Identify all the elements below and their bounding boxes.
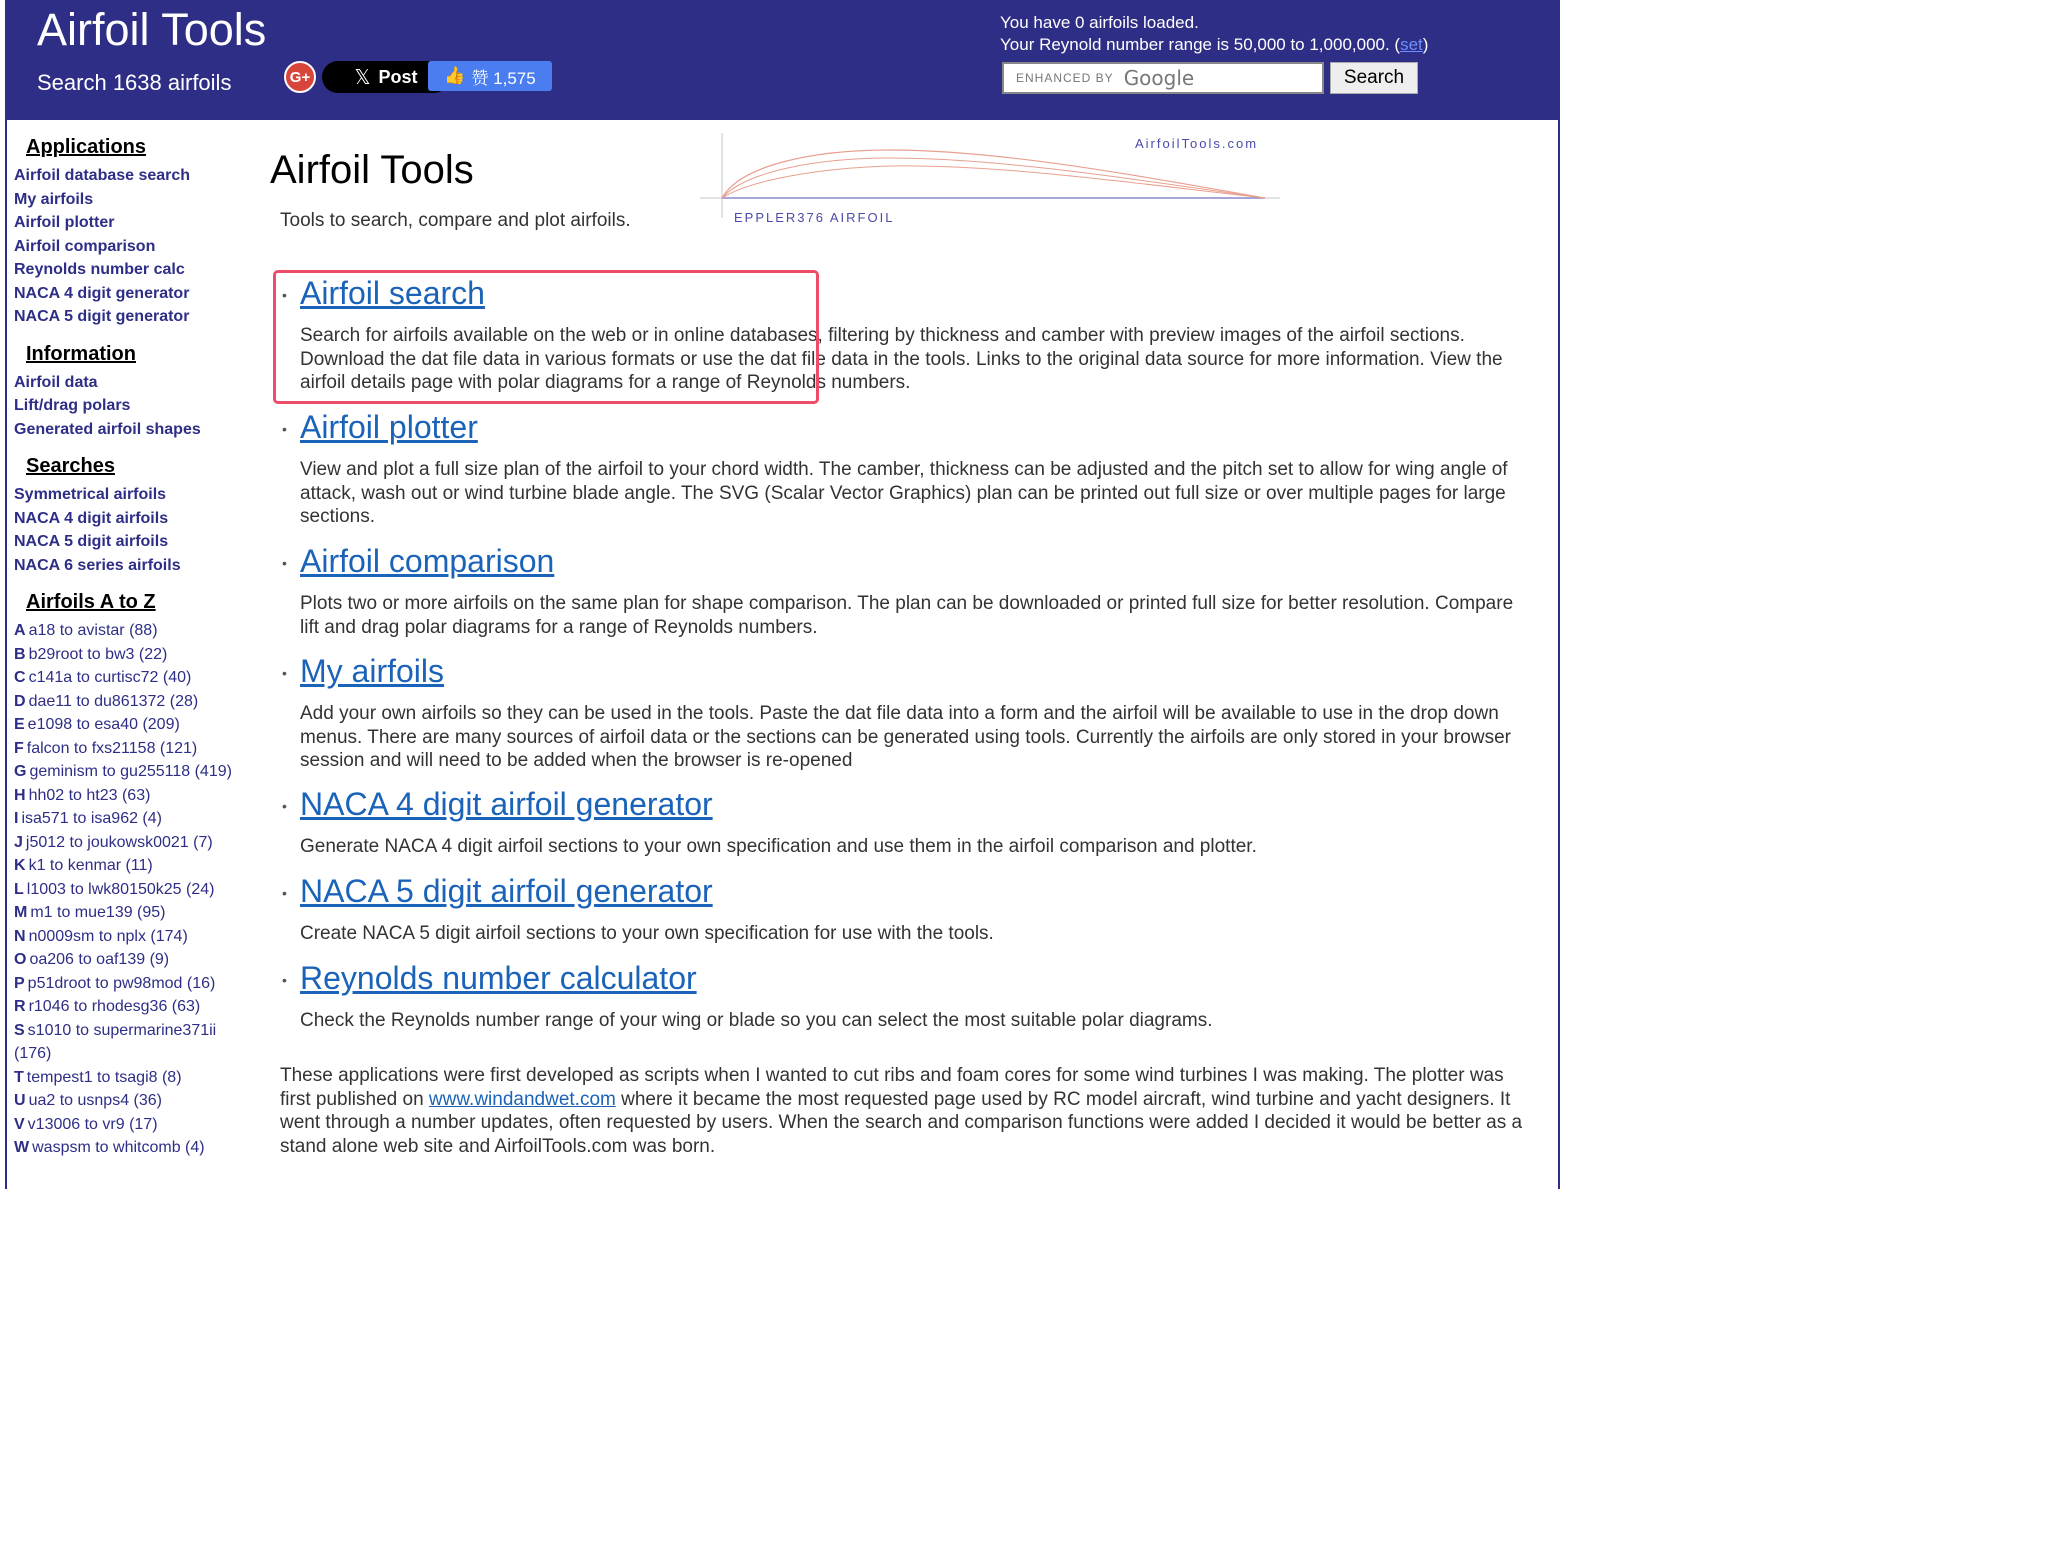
tool-item	[280, 650, 1530, 783]
sidebar-searches-list	[14, 483, 244, 585]
facebook-like-button[interactable]	[428, 61, 552, 91]
az-link-a[interactable]	[14, 619, 244, 643]
az-link-n[interactable]	[14, 925, 244, 949]
sidebar-item-naca-4-digit-generator[interactable]: NACA 4 digit generator	[14, 284, 190, 302]
bullet-icon: •	[282, 972, 287, 988]
reynolds-close-paren: )	[1422, 35, 1429, 54]
tool-description: Search for airfoils available on the web or in online databases, filtering by thickness and camber with preview images of the airfoil sections. Download the dat file data in various formats or use the dat file data in the tools. Links to the original data source for more information. View the airfoil details page with polar diagrams for a range of Reynolds numbers.	[300, 325, 1503, 393]
tool-description: Plots two or more airfoils on the same plan for shape comparison. The plan can be downloaded or printed full size for better resolution. Compare lift and drag polar diagrams for a range of Reynolds numbers.	[300, 593, 1514, 638]
page-description: Tools to search, compare and plot airfoils.	[280, 210, 631, 231]
sidebar-spacer	[14, 329, 244, 337]
sidebar-item-symmetrical-airfoils[interactable]: Symmetrical airfoils	[14, 486, 167, 503]
az-letter: V	[14, 1115, 25, 1133]
sidebar-item-naca-5-digit-generator[interactable]: NACA 5 digit generator	[14, 308, 190, 325]
az-range: n0009sm to nplx (174)	[28, 927, 188, 945]
az-range: geminism to gu255118 (419)	[29, 763, 232, 780]
az-link-g[interactable]	[14, 760, 244, 784]
sidebar-item-generated-airfoil-shapes[interactable]: Generated airfoil shapes	[14, 420, 201, 438]
az-letter: E	[14, 716, 25, 733]
az-link-i[interactable]	[14, 807, 244, 831]
sidebar-item-naca-4-digit-airfoils[interactable]: NACA 4 digit airfoils	[14, 509, 169, 527]
tool-item	[280, 272, 1530, 406]
tool-link-naca-5-digit-airfoil-generator[interactable]: NACA 5 digit airfoil generator	[300, 873, 713, 909]
az-link-l[interactable]	[14, 878, 244, 902]
banner-airfoil-mid	[722, 158, 1265, 198]
az-range: r1046 to rhodesg36 (63)	[28, 998, 201, 1015]
az-letter: U	[14, 1092, 26, 1109]
tool-description: Add your own airfoils so they can be used in the tools. Paste the dat file data into a form and the airfoil will be available to use in the drop down menus. There are many sources of airfoil data or the sections can be generated using tools. Currently the airfoils are only stored in your browser session and will need to be added when the browser is re-opened	[300, 703, 1511, 771]
x-logo-icon: 𝕏	[354, 66, 371, 89]
az-range: k1 to kenmar (11)	[28, 857, 153, 874]
sidebar-heading-applications: Applications	[26, 136, 147, 158]
sidebar-item-reynolds-number-calc[interactable]: Reynolds number calc	[14, 261, 185, 278]
az-link-e[interactable]	[14, 713, 244, 737]
az-letter: A	[14, 622, 26, 639]
bullet-icon: •	[282, 287, 287, 303]
bullet-icon: •	[282, 885, 287, 901]
az-letter: I	[14, 810, 19, 827]
bullet-icon: •	[282, 798, 287, 814]
tool-link-airfoil-plotter[interactable]: Airfoil plotter	[300, 409, 478, 445]
az-link-w[interactable]	[14, 1136, 244, 1160]
az-range: v13006 to vr9 (17)	[27, 1115, 158, 1133]
sidebar-applications-list	[14, 164, 244, 337]
tool-description: View and plot a full size plan of the airfoil to your chord width. The camber, thickness can be adjusted and the pitch set to allow for wing angle of attack, wash out or wind turbine blade angle. The SVG (Scalar Vector Graphics) plan can be printed out full size or over multiple pages for large sections.	[300, 459, 1508, 527]
header-info	[1000, 12, 1428, 56]
az-range: e1098 to esa40 (209)	[27, 716, 180, 733]
az-letter: P	[14, 974, 25, 992]
banner-site-label: AirfoilTools.com	[1135, 136, 1259, 151]
facebook-like-count: 赞 1,575	[471, 68, 536, 88]
banner-airfoil-label: EPPLER376 AIRFOIL	[734, 210, 895, 225]
x-post-label: Post	[378, 66, 418, 87]
site-subtitle: Search 1638 airfoils	[37, 70, 232, 95]
az-range: p51droot to pw98mod (16)	[27, 974, 216, 992]
az-letter: G	[14, 763, 27, 780]
az-link-d[interactable]	[14, 690, 244, 714]
sidebar-spacer	[14, 577, 244, 585]
az-link-t[interactable]	[14, 1066, 244, 1090]
google-plus-button[interactable]	[284, 61, 316, 93]
az-letter: R	[14, 998, 26, 1015]
az-link-b[interactable]	[14, 643, 244, 667]
az-range: tempest1 to tsagi8 (8)	[26, 1068, 182, 1086]
tool-item	[280, 957, 1530, 1057]
az-link-v[interactable]	[14, 1113, 244, 1137]
az-range: b29root to bw3 (22)	[28, 645, 168, 663]
az-range: hh02 to ht23 (63)	[28, 786, 151, 804]
site-title[interactable]: Airfoil Tools	[37, 4, 267, 55]
az-range: isa571 to isa962 (4)	[21, 810, 162, 827]
about-text-part2: where it became the most requested page used by RC model aircraft, wind turbine and yacht designers. It went through a number updates, often requested by users. When the search and comparison functions were added I decided it would be better as a stand alone web site and AirfoilTools.com was born.	[280, 1088, 1523, 1157]
az-letter: W	[14, 1139, 30, 1156]
az-link-o[interactable]	[14, 948, 244, 972]
sidebar-item-airfoil-plotter[interactable]: Airfoil plotter	[14, 214, 115, 231]
bullet-icon: •	[282, 665, 287, 681]
search-button[interactable]: Search	[1330, 62, 1418, 94]
reynolds-set-link[interactable]: set	[1400, 35, 1423, 54]
az-letter: K	[14, 857, 26, 874]
tool-link-reynolds-number-calculator[interactable]: Reynolds number calculator	[300, 960, 697, 996]
az-range: c141a to curtisc72 (40)	[28, 669, 192, 686]
sidebar-item-naca-5-digit-airfoils[interactable]: NACA 5 digit airfoils	[14, 533, 169, 550]
az-letter: D	[14, 692, 26, 710]
tool-item	[280, 870, 1530, 957]
az-range: m1 to mue139 (95)	[30, 904, 166, 921]
az-link-p[interactable]	[14, 972, 244, 996]
sidebar-item-airfoil-data[interactable]: Airfoil data	[14, 373, 98, 391]
sidebar-heading-information: Information	[26, 342, 136, 365]
az-link-c[interactable]	[14, 666, 244, 690]
bullet-icon: •	[282, 421, 287, 437]
az-link-j[interactable]	[14, 831, 244, 855]
az-letter: F	[14, 739, 24, 757]
az-range: j5012 to joukowsk0021 (7)	[25, 833, 213, 851]
az-range: s1010 to supermarine371ii (176)	[14, 1021, 217, 1062]
google-plus-icon: G+	[289, 68, 311, 86]
az-letter: H	[14, 786, 26, 804]
sidebar-item-naca-6-series-airfoils[interactable]: NACA 6 series airfoils	[14, 556, 181, 574]
reynolds-range-text	[1000, 34, 1428, 56]
sidebar-item-airfoil-database-search[interactable]: Airfoil database search	[14, 167, 191, 184]
az-letter: N	[14, 927, 26, 945]
az-range: a18 to avistar (88)	[28, 622, 158, 639]
tool-description: Generate NACA 4 digit airfoil sections to your own specification and use them in the airfoil comparison and plotter.	[300, 836, 1257, 857]
page-title: Airfoil Tools	[270, 148, 474, 192]
bullet-icon: •	[282, 555, 287, 571]
az-link-u[interactable]	[14, 1089, 244, 1113]
sidebar	[14, 130, 244, 1160]
sidebar-heading-searches: Searches	[26, 455, 115, 477]
banner-airfoil-lower	[722, 166, 1265, 198]
tool-link-airfoil-comparison[interactable]: Airfoil comparison	[300, 543, 555, 579]
thumbs-up-icon: 👍	[444, 66, 466, 85]
az-range: waspsm to whitcomb (4)	[32, 1139, 205, 1156]
az-letter: T	[14, 1068, 24, 1086]
eppler376-banner[interactable]	[700, 128, 1285, 228]
tool-description: Create NACA 5 digit airfoil sections to your own specification for use with the tools.	[300, 923, 994, 944]
tool-link-airfoil-search[interactable]: Airfoil search	[300, 275, 485, 311]
about-text-part1: These applications were first developed as scripts when I wanted to cut ribs and foam cores for some wind turbines I was making. The plotter was first published on	[280, 1065, 1504, 1110]
az-letter: J	[14, 833, 23, 851]
reynolds-range-label: Your Reynold number range is 50,000 to 1,000,000. (	[1000, 35, 1401, 54]
az-link-r[interactable]	[14, 995, 244, 1019]
about-paragraph	[280, 1064, 1530, 1158]
google-logo-icon: Google	[1123, 66, 1195, 90]
sidebar-item-lift-drag-polars[interactable]: Lift/drag polars	[14, 397, 131, 414]
az-range: falcon to fxs21158 (121)	[26, 739, 198, 757]
tool-link-my-airfoils[interactable]: My airfoils	[300, 653, 445, 689]
tool-item	[280, 783, 1530, 870]
az-letter: L	[14, 880, 24, 898]
airfoils-loaded-text: You have 0 airfoils loaded.	[1000, 13, 1199, 32]
tool-item	[280, 540, 1530, 650]
az-letter: M	[14, 904, 28, 921]
az-letter: O	[14, 951, 27, 968]
az-range: dae11 to du861372 (28)	[28, 692, 199, 710]
az-link-s[interactable]	[14, 1019, 244, 1066]
sidebar-information-list	[14, 371, 244, 450]
site-header	[5, 0, 1560, 120]
az-letter: B	[14, 645, 26, 663]
tool-link-naca-4-digit-airfoil-generator[interactable]: NACA 4 digit airfoil generator	[300, 786, 713, 822]
az-link-h[interactable]	[14, 784, 244, 808]
tool-item	[280, 406, 1530, 540]
tools-list	[280, 272, 1530, 1057]
sidebar-heading-az: Airfoils A to Z	[26, 591, 156, 613]
google-search-input[interactable]	[1002, 62, 1324, 94]
az-link-m[interactable]	[14, 901, 244, 925]
search-enhanced-label: ENHANCED BY	[1016, 71, 1114, 85]
az-letter: C	[14, 669, 26, 686]
sidebar-item-airfoil-comparison[interactable]: Airfoil comparison	[14, 237, 156, 255]
sidebar-spacer	[14, 441, 244, 449]
sidebar-az-list	[14, 619, 244, 1160]
windandwet-link[interactable]: www.windandwet.com	[428, 1088, 616, 1110]
az-range: ua2 to usnps4 (36)	[28, 1092, 162, 1109]
az-range: oa206 to oaf139 (9)	[29, 951, 170, 968]
sidebar-item-my-airfoils[interactable]: My airfoils	[14, 190, 94, 208]
az-letter: S	[14, 1021, 25, 1039]
tool-description: Check the Reynolds number range of your wing or blade so you can select the most suitable polar diagrams.	[300, 1010, 1213, 1031]
az-range: l1003 to lwk80150k25 (24)	[26, 880, 215, 898]
az-link-f[interactable]	[14, 737, 244, 761]
az-link-k[interactable]	[14, 854, 244, 878]
